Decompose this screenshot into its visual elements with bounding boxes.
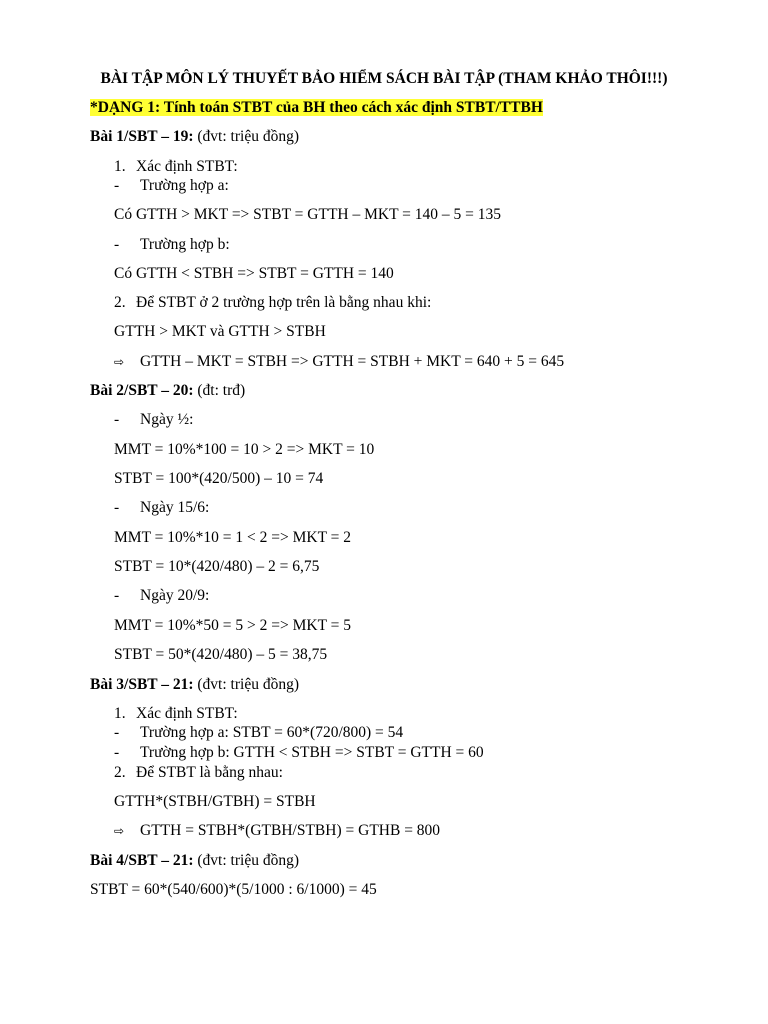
bai3-heading: Bài 3/SBT – 21: (90, 676, 194, 693)
bai1-item2 (114, 293, 431, 313)
bai1-case-a-label: Trường hợp a: (140, 177, 229, 194)
arrow-right-icon: ⇨ (114, 355, 125, 369)
bai4-unit: (đvt: triệu đồng) (193, 852, 299, 869)
bai3-case-a-text: Trường hợp a: STBT = 60*(720/800) = 54 (140, 724, 404, 741)
bai3-item1-num: 1. (114, 705, 126, 722)
bai3-result-text: GTTH = STBH*(GTBH/STBH) = GTHB = 800 (140, 822, 441, 839)
bai3-case-b (114, 743, 484, 763)
bai2-day2-label: Ngày 15/6: (140, 499, 210, 516)
bai2-day3-label: Ngày 20/9: (140, 587, 210, 604)
bai2-heading: Bài 2/SBT – 20: (90, 382, 194, 399)
bai1-heading: Bài 1/SBT – 19: (90, 128, 194, 145)
bullet-dash: - (114, 499, 120, 516)
bullet-dash: - (114, 177, 120, 194)
bai1-item1-num: 1. (114, 158, 126, 175)
bai3-heading-line (90, 675, 299, 695)
bai1-case-b-calc: Có GTTH < STBH => STBT = GTTH = 140 (114, 265, 394, 282)
bai1-item2-text: Để STBT ở 2 trường hợp trên là bằng nhau khi: (136, 294, 432, 311)
bai1-unit: (đvt: triệu đồng) (193, 128, 299, 145)
bai2-day2 (114, 498, 209, 518)
bai1-case-b (114, 235, 230, 255)
bai1-result-text: GTTH – MKT = STBH => GTTH = STBH + MKT = 640 + 5 = 645 (140, 353, 565, 370)
bullet-dash: - (114, 724, 120, 741)
bai4-heading: Bài 4/SBT – 21: (90, 852, 194, 869)
bai2-day1-stbt: STBT = 100*(420/500) – 10 = 74 (114, 470, 324, 487)
bai2-day2-stbt: STBT = 10*(420/480) – 2 = 6,75 (114, 558, 320, 575)
bai2-unit: (đt: trđ) (193, 382, 246, 399)
bai3-item2-num: 2. (114, 764, 126, 781)
bai1-result (114, 352, 564, 372)
bai1-item2-num: 2. (114, 294, 126, 311)
bai1-case-a (114, 176, 229, 196)
document-title: BÀI TẬP MÔN LÝ THUYẾT BẢO HIỂM SÁCH BÀI TẬP (THAM KHẢO THÔI!!!) (100, 70, 668, 87)
bai3-item1 (114, 704, 238, 724)
bai3-unit: (đvt: triệu đồng) (193, 676, 299, 693)
bai2-day3-mmt: MMT = 10%*50 = 5 > 2 => MKT = 5 (114, 617, 352, 634)
bullet-dash: - (114, 236, 120, 253)
bai2-day1 (114, 410, 193, 430)
bai1-item1-text: Xác định STBT: (136, 158, 238, 175)
bai3-formula: GTTH*(STBH/GTBH) = STBH (114, 793, 316, 810)
bai3-item1-text: Xác định STBT: (136, 705, 238, 722)
bai1-heading-line (90, 127, 299, 147)
bai3-result (114, 821, 440, 841)
bai1-item1 (114, 157, 238, 177)
bai1-condition: GTTH > MKT và GTTH > STBH (114, 323, 326, 340)
bai2-day2-mmt: MMT = 10%*10 = 1 < 2 => MKT = 2 (114, 529, 352, 546)
bai2-day1-label: Ngày ½: (140, 411, 194, 428)
bai4-calc: STBT = 60*(540/600)*(5/1000 : 6/1000) = 45 (90, 881, 377, 898)
bai1-case-b-label: Trường hợp b: (140, 236, 230, 253)
bai2-day3 (114, 586, 209, 606)
bai4-heading-line (90, 851, 299, 871)
section-heading (90, 98, 543, 118)
bai3-item2 (114, 763, 283, 783)
bullet-dash: - (114, 411, 120, 428)
bullet-dash: - (114, 587, 120, 604)
bai3-case-a (114, 723, 403, 743)
bullet-dash: - (114, 744, 120, 761)
section-heading-text: *DẠNG 1: Tính toán STBT của BH theo cách xác định STBT/TTBH (90, 99, 543, 116)
bai3-item2-text: Để STBT là bằng nhau: (136, 764, 283, 781)
bai3-case-b-text: Trường hợp b: GTTH < STBH => STBT = GTTH = 60 (140, 744, 484, 761)
bai2-day1-mmt: MMT = 10%*100 = 10 > 2 => MKT = 10 (114, 441, 375, 458)
bai2-day3-stbt: STBT = 50*(420/480) – 5 = 38,75 (114, 646, 328, 663)
bai1-case-a-calc: Có GTTH > MKT => STBT = GTTH – MKT = 140 – 5 = 135 (114, 206, 502, 223)
bai2-heading-line (90, 381, 245, 401)
arrow-right-icon: ⇨ (114, 824, 125, 838)
